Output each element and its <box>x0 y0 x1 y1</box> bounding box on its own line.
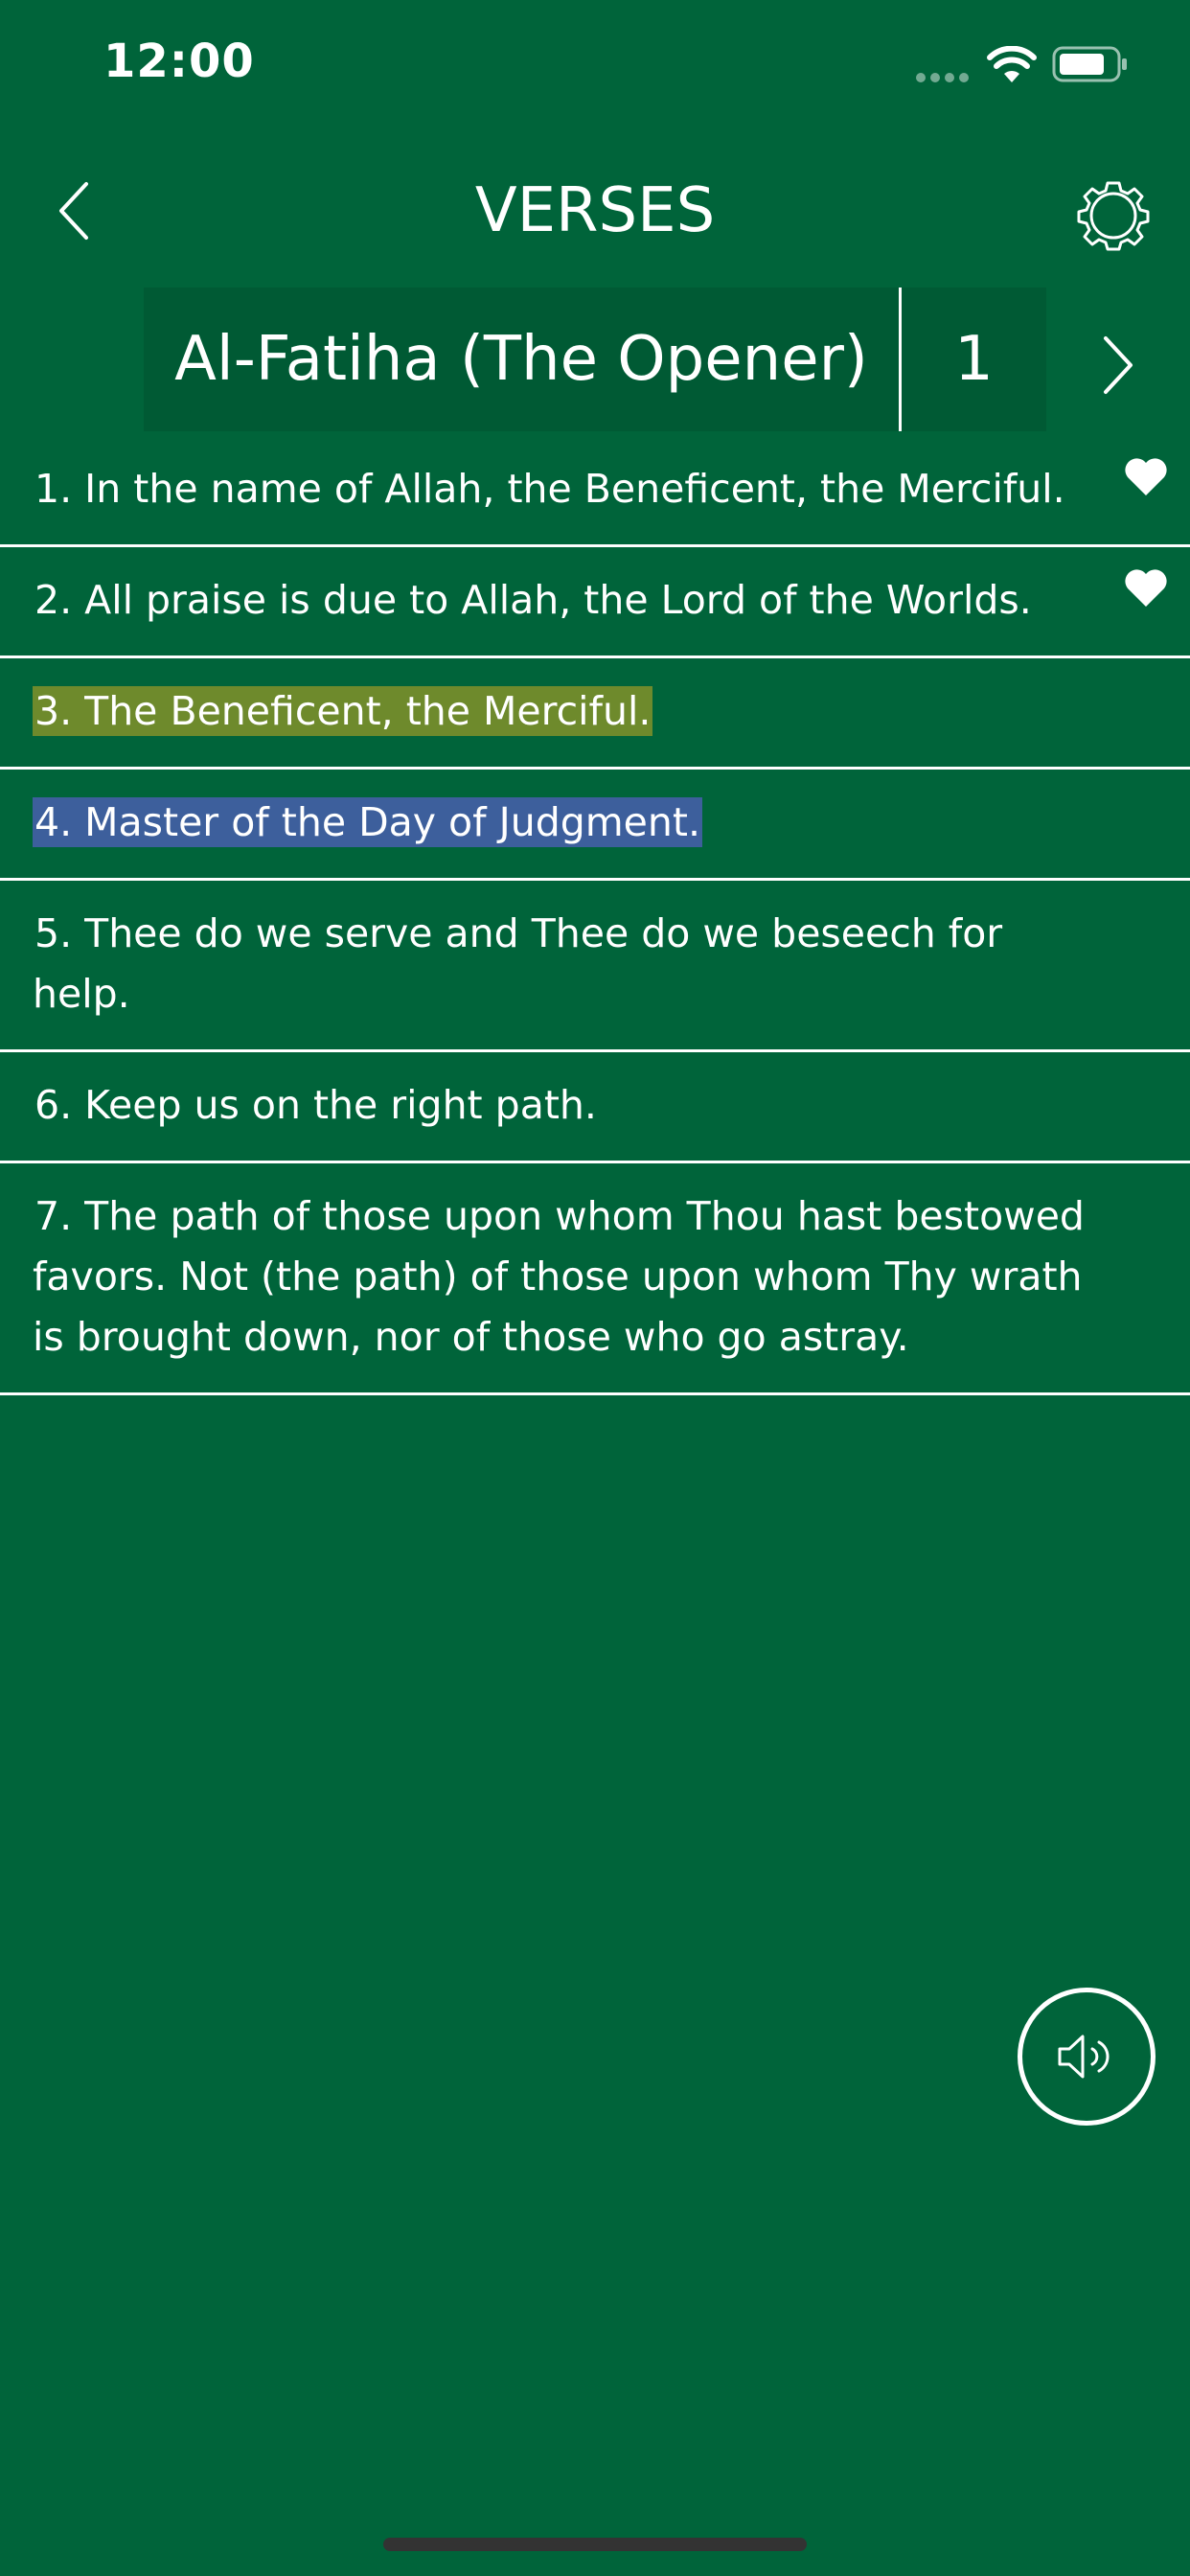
battery-icon <box>1052 46 1129 82</box>
audio-play-button[interactable] <box>1018 1988 1156 2126</box>
heart-icon[interactable] <box>1123 566 1169 609</box>
speaker-icon <box>1056 2031 1117 2082</box>
verse-text: 3. The Beneficent, the Merciful. <box>34 688 652 734</box>
verse-item[interactable] <box>0 770 1190 881</box>
verse-text: 7. The path of those upon whom Thou hast bestowed favors. Not (the path) of those upon whom Thy wrath is brought down, nor of those who go astray. <box>33 1193 1085 1360</box>
next-chapter-button[interactable] <box>1081 322 1157 408</box>
navigation-bar <box>0 153 1190 268</box>
verse-item[interactable] <box>0 547 1190 658</box>
verse-item[interactable] <box>0 1052 1190 1163</box>
chevron-right-icon <box>1100 334 1138 396</box>
status-bar <box>0 0 1190 134</box>
verse-text: 5. Thee do we serve and Thee do we beseech for help. <box>33 910 1003 1017</box>
verse-item[interactable] <box>0 1163 1190 1395</box>
verse-item[interactable] <box>0 436 1190 547</box>
heart-icon[interactable] <box>1123 455 1169 497</box>
verse-text: 2. All praise is due to Allah, the Lord of the Worlds. <box>34 577 1032 623</box>
chapter-name-selector[interactable]: Al-Fatiha (The Opener) <box>174 324 868 395</box>
chevron-left-icon <box>54 180 92 242</box>
verse-list <box>0 436 1190 1395</box>
verse-text: 1. In the name of Allah, the Beneficent, the Merciful. <box>34 466 1065 512</box>
status-time: 12:00 <box>103 34 255 88</box>
settings-button[interactable] <box>1073 174 1154 255</box>
gear-icon <box>1076 177 1151 252</box>
verse-item[interactable] <box>0 658 1190 770</box>
page-title: VERSES <box>474 175 716 246</box>
verse-item[interactable] <box>0 881 1190 1052</box>
verse-text: 4. Master of the Day of Judgment. <box>34 799 700 845</box>
cellular-signal-icon <box>916 73 970 82</box>
wifi-icon <box>987 46 1037 84</box>
back-button[interactable] <box>38 172 107 249</box>
chapter-number-selector[interactable]: 1 <box>954 324 994 395</box>
home-indicator <box>383 2538 807 2551</box>
chapter-selector <box>144 288 1046 431</box>
verse-text: 6. Keep us on the right path. <box>34 1082 597 1128</box>
